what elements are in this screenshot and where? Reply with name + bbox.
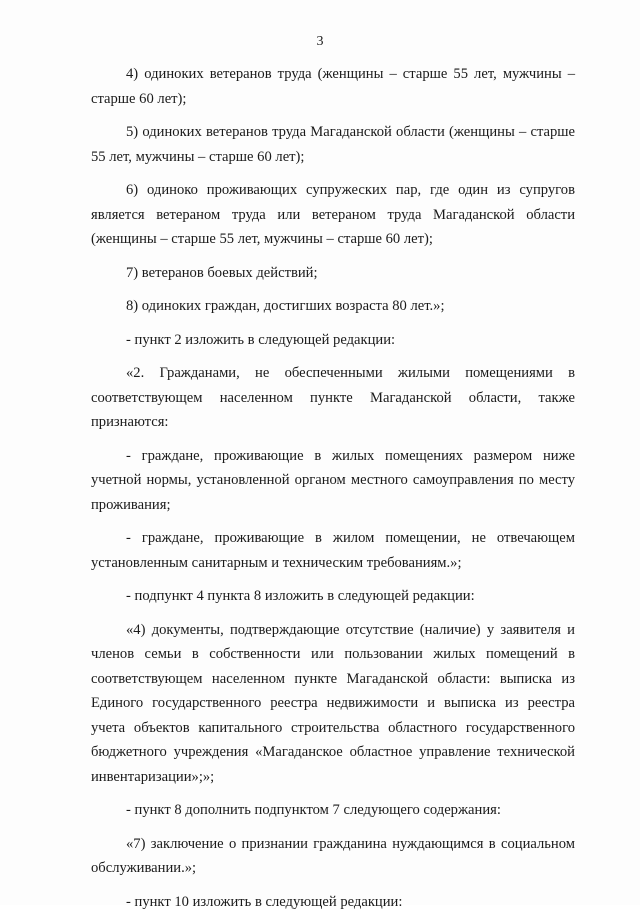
paragraph-item-4-veterans-labor: 4) одиноких ветеранов труда (женщины – старше 55 лет, мужчины – старше 60 лет); — [91, 66, 575, 107]
paragraph-item-5-veterans-magadan: 5) одиноких ветеранов труда Магаданской области (женщины – старше 55 лет, мужчины – старше 60 лет); — [91, 124, 575, 165]
paragraph-amend-point-10: - пункт 10 изложить в следующей редакции: — [126, 893, 403, 910]
paragraph-amend-subpoint-4: - подпункт 4 пункта 8 изложить в следующей редакции: — [126, 588, 475, 604]
paragraph-item-6-couples: 6) одиноко проживающих супружеских пар, где один из супругов является ветераном труда или ветераном труда Магаданской области (женщины – старше 55 лет, мужчины – старше 60 лет); — [91, 182, 575, 247]
paragraph-citizens-below-norm: - граждане, проживающие в жилых помещениях размером ниже учетной нормы, установленной органом местного самоуправления по месту проживания; — [91, 447, 575, 513]
paragraph-subpoint-4-text: «4) документы, подтверждающие отсутствие (наличие) у заявителя и членов семьи в собственности или пользовании жилых помещений в соответствующем населенном пункте Магаданской области: выписка из Единого государственного реестра недвижимости и выписка из реестра учета объектов капитального строительства областного государственного бюджетного учреждения «Магаданское областное управление технической инвентаризации»;»; — [91, 621, 575, 785]
paragraph-subpoint-7-text: «7) заключение о признании гражданина нуждающимся в социальном обслуживании.»; — [91, 835, 575, 876]
paragraph-point-2-text: «2. Гражданами, не обеспеченными жилыми помещениями в соответствующем населенном пункте Магаданской области, также признаются: — [91, 365, 575, 430]
paragraph-citizens-unsanitary: - граждане, проживающие в жилом помещении, не отвечающем установленным санитарным и техническим требованиям.»; — [91, 530, 575, 571]
paragraph-item-7-combat-veterans: 7) ветеранов боевых действий; — [126, 264, 318, 281]
document-body — [91, 62, 575, 923]
page-number: 3 — [316, 34, 324, 49]
paragraph-amend-point-8: - пункт 8 дополнить подпунктом 7 следующего содержания: — [126, 802, 501, 818]
paragraph-amend-point-2: - пункт 2 изложить в следующей редакции: — [126, 331, 396, 348]
paragraph-item-8-citizens-80: 8) одиноких граждан, достигших возраста 80 лет.»; — [126, 298, 445, 314]
